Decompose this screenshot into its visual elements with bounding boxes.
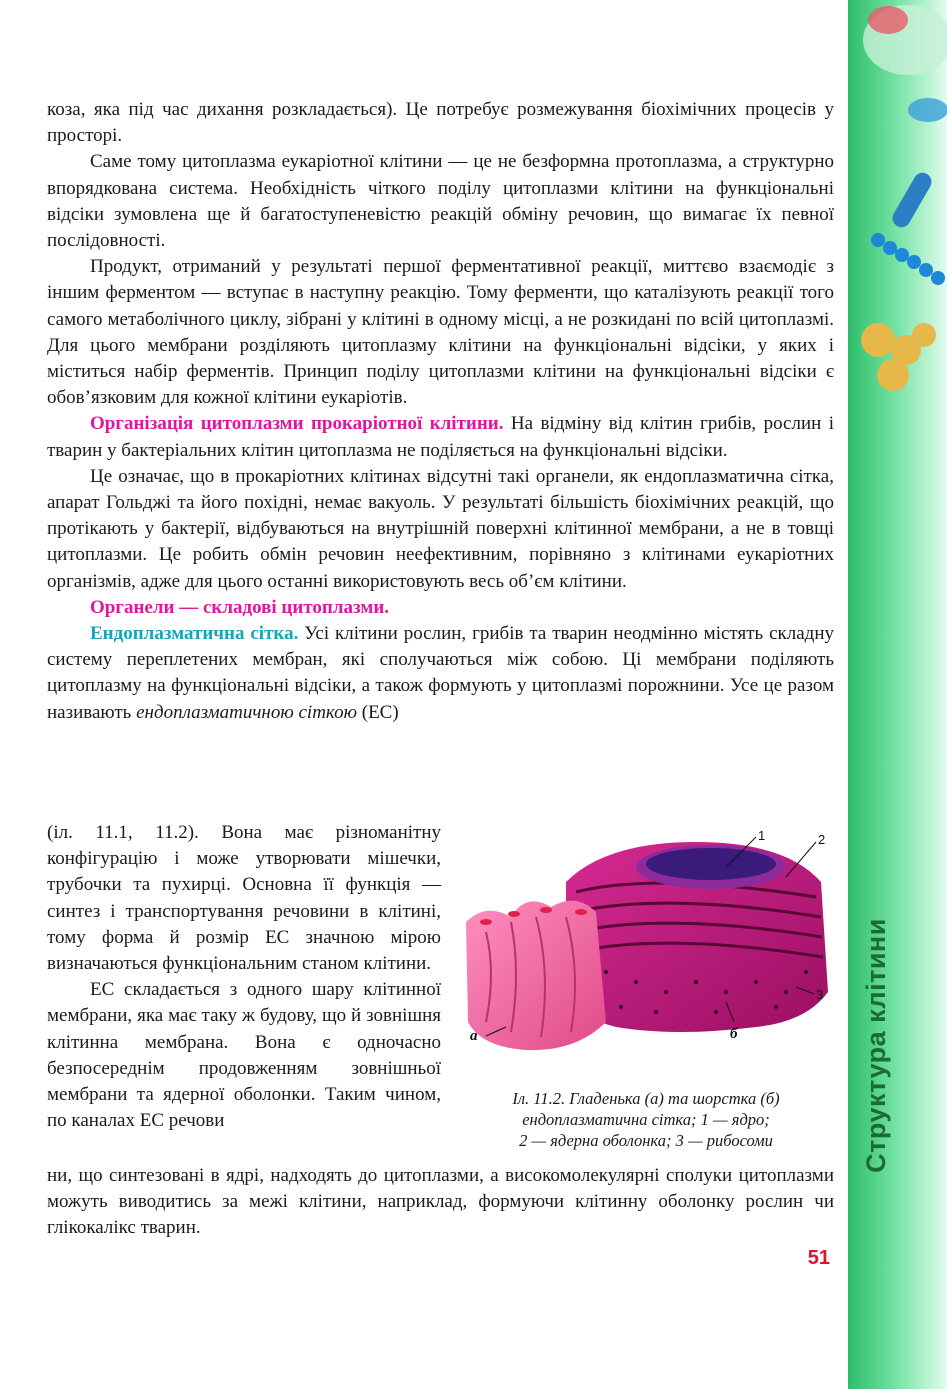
paragraph: Саме тому цитоплазма еукаріотної клітини — це не безформна протоплазма, а структурно впорядкована система. Необхідність чіткого поділу цитоплазми клітини на функціональні відсіки зумовлена ще й багатоступеневістю реакцій обміну речовин, що вимагає їх певної послідовності.	[47, 151, 834, 252]
section-heading-organelles: Органели — складові цитоплазми.	[90, 596, 390, 618]
caption-line: 2 — ядерна оболонка; 3 — рибосоми	[519, 1131, 773, 1150]
section-heading-er: Ендоплазматична сітка.	[90, 623, 299, 645]
paragraph	[47, 1163, 834, 1242]
figure-label-1: 1	[758, 828, 766, 843]
body-text-left	[47, 820, 441, 1134]
paragraph: коза, яка під час дихання розкладається). Це потребує розмежування біохімічних процесів у просторі.	[47, 99, 834, 147]
paragraph	[47, 411, 834, 463]
figure-label-3: 3	[816, 987, 824, 1002]
paragraph-text: (іл. 11.1, 11.2). Вона має різноманітну конфігурацію і може утворювати мішечки, трубочки та пухирці. Основна її функція — синтез і транспортування речовини в клітині, тому форма й розмір ЕС значною мірою визначаються функціональним станом клітини.	[47, 822, 441, 975]
figure-label-a: а	[470, 1028, 478, 1044]
body-text-bottom	[47, 1163, 834, 1242]
paragraph	[47, 820, 441, 977]
term-emphasis: ендоплазматичною сіткою	[136, 701, 357, 723]
paragraph-text: На відміну від клітин грибів, рослин і тварин у бактеріальних клітин цитоплазма не поділяється на функціональні відсіки.	[47, 413, 834, 461]
paragraph-text: Усі клітини рослин, грибів та тварин неодмінно містять складну систему переплетених мембран, які сполучаються між собою. Ці мембрани поділяють цитоплазму на функціональні відсіки, а також формують у цитоплазмі порожнини. Усе це разом називають	[47, 623, 834, 723]
caption-line: ендоплазматична сітка; 1 — ядро;	[522, 1110, 770, 1129]
page-number: 51	[807, 1247, 830, 1269]
microbe-illustration-icon	[848, 0, 947, 420]
chapter-title	[848, 895, 904, 1195]
figure-label-2: 2	[818, 832, 826, 847]
figure-label-b: б	[730, 1026, 738, 1042]
paragraph: Продукт, отриманий у результаті першої ферментативної реакції, миттєво взаємодіє з іншим ферментом — вступає в наступну реакцію. Тому ферменти, що каталізують реакції того самого метаболічного циклу, зібрані у клітині в одному місці, а не розкидані по всій цитоплазмі. Для цього мембрани розділяють цитоплазму клітини на функціональні відсіки, у яких і міститься набір ферментів. Принцип поділу цитоплазми клітини на функціональні відсіки є обов’язковим для кожної клітини еукаріотів.	[47, 256, 834, 409]
paragraph	[47, 621, 834, 726]
paragraph	[47, 977, 441, 1134]
section-heading-prokaryote: Організація цитоплазми прокаріотної клітини.	[90, 413, 504, 435]
er-illustration	[456, 822, 836, 1077]
endoplasmic-reticulum-icon	[456, 822, 836, 1077]
figure-caption	[456, 1088, 836, 1151]
body-text-top	[47, 97, 834, 726]
paragraph-text: (ЕС)	[357, 701, 399, 723]
paragraph-text: ни, що синтезовані в ядрі, надходять до цитоплазми, а високомолекулярні сполуки цитоплазми можуть виводитись за межі клітини, наприклад, формуючи клітинну оболонку рослин чи глікокалікс тварин.	[47, 1165, 834, 1239]
paragraph: Це означає, що в прокаріотних клітинах відсутні такі органели, як ендоплазматична сітка, апарат Гольджі та його похідні, немає вакуоль. У результаті більшість біохімічних реакцій, що протікають у бактерії, відбуваються на внутрішній поверхні клітинної мембрани, а не в товщі цитоплазми. Це робить обмін речовин неефективним, порівняно з клітинами еукаріотних організмів, адже для цього останні використовують весь об’єм клітини.	[47, 465, 834, 592]
paragraph	[47, 595, 834, 621]
caption-line: Іл. 11.2. Гладенька (а) та шорстка (б)	[512, 1089, 780, 1108]
chapter-title-text: Структура клітини	[860, 917, 891, 1173]
paragraph-text: ЕС складається з одного шару клітинної мембрани, яка має таку ж будову, що й зовнішня клітинна мембрана. Вона є одночасно безпосереднім продовженням зовнішньої мембрани та ядерної оболонки. Таким чином, по каналах ЕС речови	[47, 979, 441, 1132]
